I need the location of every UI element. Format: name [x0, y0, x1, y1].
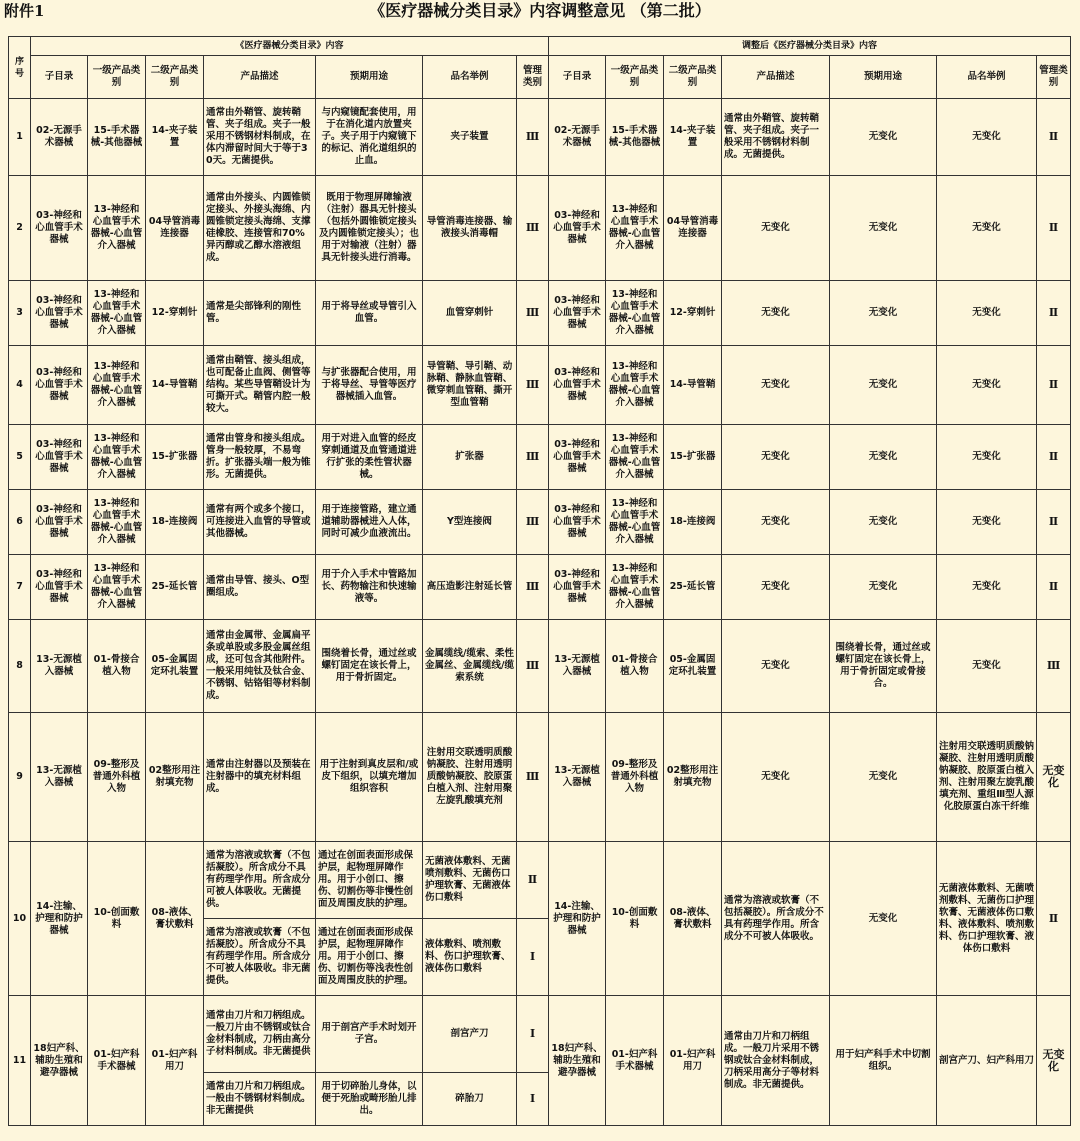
cell-original-level2-category: 01-妇产科用刀 [146, 996, 204, 1126]
cell-original-mgmt-class: Ⅲ [517, 713, 549, 842]
cell-original-description: 通常由金属带、金属扁平条或单股或多股金属丝组成，还可包含其他附件。一般采用纯钛及钛合金、不锈钢、钴铬钼等材料制成。 [204, 620, 316, 713]
cell-original-level1-category: 13-神经和心血管手术器械-心血管介入器械 [88, 490, 146, 555]
cell-adjusted-examples: 无变化 [937, 490, 1037, 555]
col-header-right-subdirectory: 子目录 [549, 56, 606, 99]
cell-adjusted-level2-category: 25-延长管 [664, 555, 722, 620]
cell-original-examples: 扩张器 [423, 425, 517, 490]
cell-original-description: 通常由管身和接头组成。管身一般较厚，不易弯折。扩张器头端一般为锥形。无菌提供。 [204, 425, 316, 490]
row-number: 5 [9, 425, 31, 490]
cell-original-examples: 无菌液体敷料、无菌喷剂敷料、无菌伤口护理软膏、无菌液体伤口敷料 [423, 842, 517, 919]
cell-original-description: 通常有两个或多个接口，可连接进入血管的导管或其他器械。 [204, 490, 316, 555]
cell-adjusted-examples: 无变化 [937, 555, 1037, 620]
cell-adjusted-description: 无变化 [722, 425, 830, 490]
cell-original-intended-use: 通过在创面表面形成保护层，起物理屏障作用。用于小创口、擦伤、切割伤等非慢性创面及周围皮肤的护理。 [316, 842, 423, 919]
cell-adjusted-subdirectory: 03-神经和心血管手术器械 [549, 555, 606, 620]
cell-adjusted-examples: 无菌液体敷料、无菌喷剂敷料、无菌伤口护理软膏、无菌液体伤口敷料、液体敷料、喷剂敷料、伤口护理软膏、液体伤口敷料 [937, 842, 1037, 996]
cell-adjusted-description: 无变化 [722, 176, 830, 281]
cell-original-examples: 金属缆线/缆索、柔性金属丝、金属缆线/缆索系统 [423, 620, 517, 713]
col-header-right-level1-category: 一级产品类别 [606, 56, 664, 99]
document-title: 《医疗器械分类目录》内容调整意见 （第二批） [369, 1, 711, 20]
cell-adjusted-examples: 无变化 [937, 281, 1037, 346]
cell-original-subdirectory: 03-神经和心血管手术器械 [31, 555, 88, 620]
cell-original-mgmt-class: Ⅱ [517, 842, 549, 919]
col-header-left-intended-use: 预期用途 [316, 56, 423, 99]
table-row [9, 281, 1071, 346]
cell-original-level1-category: 13-神经和心血管手术器械-心血管介入器械 [88, 281, 146, 346]
cell-adjusted-subdirectory: 03-神经和心血管手术器械 [549, 490, 606, 555]
cell-adjusted-mgmt-class: Ⅲ [1037, 620, 1071, 713]
cell-adjusted-level1-category: 13-神经和心血管手术器械-心血管介入器械 [606, 555, 664, 620]
col-header-right-examples: 品名举例 [937, 56, 1037, 99]
cell-adjusted-subdirectory: 02-无源手术器械 [549, 99, 606, 176]
cell-original-examples: 夹子装置 [423, 99, 517, 176]
cell-original-level2-category: 12-穿刺针 [146, 281, 204, 346]
cell-adjusted-description: 通常由刀片和刀柄组成。一般刀片采用不锈钢或钛合金材料制成，刀柄采用高分子等材料制成。非无菌提供。 [722, 996, 830, 1126]
cell-adjusted-subdirectory: 03-神经和心血管手术器械 [549, 346, 606, 425]
cell-original-mgmt-class: Ⅲ [517, 490, 549, 555]
cell-adjusted-subdirectory: 13-无源植入器械 [549, 713, 606, 842]
table-row [9, 176, 1071, 281]
cell-original-examples: 液体敷料、喷剂敷料、伤口护理软膏、液体伤口敷料 [423, 919, 517, 996]
cell-original-intended-use: 与内窥镜配套使用，用于在消化道内放置夹子。夹子用于内窥镜下的标记、消化道组织的止血。 [316, 99, 423, 176]
cell-original-level1-category: 15-手术器械-其他器械 [88, 99, 146, 176]
cell-original-description: 通常由外鞘管、旋转鞘管、夹子组成。夹子一般采用不锈钢材料制成，在体内滞留时间大于等于30天。无菌提供。 [204, 99, 316, 176]
cell-adjusted-examples: 无变化 [937, 99, 1037, 176]
cell-adjusted-level2-category: 05-金属固定环扎装置 [664, 620, 722, 713]
cell-original-intended-use: 用于介入手术中管路加长、药物输注和快速输液等。 [316, 555, 423, 620]
table-row [9, 346, 1071, 425]
cell-original-subdirectory: 03-神经和心血管手术器械 [31, 425, 88, 490]
cell-original-intended-use: 围绕着长骨，通过丝或螺钉固定在该长骨上，用于骨折固定。 [316, 620, 423, 713]
cell-adjusted-mgmt-class: 无变化 [1037, 713, 1071, 842]
cell-adjusted-examples: 无变化 [937, 346, 1037, 425]
cell-adjusted-intended-use: 用于妇产科手术中切割组织。 [830, 996, 937, 1126]
cell-original-subdirectory: 14-注输、护理和防护器械 [31, 842, 88, 996]
row-number: 9 [9, 713, 31, 842]
cell-adjusted-examples: 剖宫产刀、妇产科用刀 [937, 996, 1037, 1126]
cell-adjusted-subdirectory: 03-神经和心血管手术器械 [549, 176, 606, 281]
cell-original-examples: 血管穿刺针 [423, 281, 517, 346]
cell-adjusted-intended-use: 无变化 [830, 176, 937, 281]
cell-original-level2-category: 08-液体、膏状敷料 [146, 842, 204, 996]
cell-original-level2-category: 15-扩张器 [146, 425, 204, 490]
cell-original-intended-use: 用于对进入血管的经皮穿刺通道及血管通道进行扩张的柔性管状器械。 [316, 425, 423, 490]
cell-adjusted-level2-category: 01-妇产科用刀 [664, 996, 722, 1126]
cell-adjusted-intended-use: 无变化 [830, 842, 937, 996]
cell-adjusted-description: 无变化 [722, 281, 830, 346]
cell-adjusted-intended-use: 无变化 [830, 425, 937, 490]
cell-original-subdirectory: 03-神经和心血管手术器械 [31, 176, 88, 281]
cell-original-mgmt-class: Ⅰ [517, 996, 549, 1073]
cell-adjusted-mgmt-class: Ⅱ [1037, 346, 1071, 425]
cell-adjusted-mgmt-class: 无变化 [1037, 996, 1071, 1126]
cell-original-level2-category: 14-夹子装置 [146, 99, 204, 176]
cell-adjusted-intended-use: 围绕着长骨，通过丝或螺钉固定在该长骨上，用于骨折固定或骨接合。 [830, 620, 937, 713]
cell-original-examples: 注射用交联透明质酸钠凝胶、注射用透明质酸钠凝胶、胶原蛋白植入剂、注射用聚左旋乳酸填充剂 [423, 713, 517, 842]
cell-original-level1-category: 13-神经和心血管手术器械-心血管介入器械 [88, 346, 146, 425]
cell-original-description: 通常由刀片和刀柄组成。一般刀片由不锈钢或钛合金材料制成，刀柄由高分子材料制成。非无菌提供 [204, 996, 316, 1073]
col-index-header: 序号 [9, 37, 31, 99]
cell-original-subdirectory: 03-神经和心血管手术器械 [31, 346, 88, 425]
cell-adjusted-mgmt-class: Ⅱ [1037, 176, 1071, 281]
cell-adjusted-intended-use: 无变化 [830, 490, 937, 555]
table-row [9, 996, 1071, 1073]
cell-original-intended-use: 用于剖宫产手术时划开子宫。 [316, 996, 423, 1073]
attachment-label: 附件1 [4, 2, 45, 20]
row-number: 4 [9, 346, 31, 425]
cell-adjusted-level2-category: 14-导管鞘 [664, 346, 722, 425]
col-header-right-mgmt-class: 管理类别 [1037, 56, 1071, 99]
cell-original-level2-category: 05-金属固定环扎装置 [146, 620, 204, 713]
table-row [9, 490, 1071, 555]
cell-adjusted-subdirectory: 18妇产科、辅助生殖和避孕器械 [549, 996, 606, 1126]
row-number: 2 [9, 176, 31, 281]
cell-original-mgmt-class: Ⅲ [517, 620, 549, 713]
cell-original-subdirectory: 13-无源植入器械 [31, 713, 88, 842]
row-number: 8 [9, 620, 31, 713]
cell-original-mgmt-class: Ⅲ [517, 176, 549, 281]
cell-original-mgmt-class: Ⅲ [517, 425, 549, 490]
cell-adjusted-description: 无变化 [722, 555, 830, 620]
col-header-left-description: 产品描述 [204, 56, 316, 99]
cell-original-mgmt-class: Ⅲ [517, 281, 549, 346]
cell-adjusted-intended-use: 无变化 [830, 281, 937, 346]
cell-adjusted-level1-category: 01-妇产科手术器械 [606, 996, 664, 1126]
cell-adjusted-description: 无变化 [722, 620, 830, 713]
cell-original-intended-use: 通过在创面表面形成保护层，起物理屏障作用。用于小创口、擦伤、切割伤等浅表性创面及周围皮肤的护理。 [316, 919, 423, 996]
col-header-left-examples: 品名举例 [423, 56, 517, 99]
cell-adjusted-intended-use: 无变化 [830, 555, 937, 620]
cell-adjusted-level1-category: 13-神经和心血管手术器械-心血管介入器械 [606, 490, 664, 555]
row-number: 6 [9, 490, 31, 555]
cell-adjusted-mgmt-class: Ⅱ [1037, 281, 1071, 346]
cell-original-level1-category: 01-妇产科手术器械 [88, 996, 146, 1126]
col-header-left-level1-category: 一级产品类别 [88, 56, 146, 99]
cell-original-level1-category: 10-创面敷料 [88, 842, 146, 996]
cell-original-subdirectory: 03-神经和心血管手术器械 [31, 281, 88, 346]
cell-adjusted-subdirectory: 03-神经和心血管手术器械 [549, 281, 606, 346]
cell-original-description: 通常由刀片和刀柄组成。一般由不锈钢材料制成。非无菌提供 [204, 1073, 316, 1126]
cell-original-subdirectory: 03-神经和心血管手术器械 [31, 490, 88, 555]
cell-original-description: 通常为溶液或软膏（不包括凝胶）。所含成分不具有药理学作用。所含成分不可被人体吸收。非无菌提供。 [204, 919, 316, 996]
cell-original-level2-category: 02整形用注射填充物 [146, 713, 204, 842]
cell-adjusted-level2-category: 15-扩张器 [664, 425, 722, 490]
col-header-left-level2-category: 二级产品类别 [146, 56, 204, 99]
cell-adjusted-description: 无变化 [722, 713, 830, 842]
cell-original-level1-category: 09-整形及普通外科植入物 [88, 713, 146, 842]
col-header-left-mgmt-class: 管理类别 [517, 56, 549, 99]
col-header-left-subdirectory: 子目录 [31, 56, 88, 99]
cell-adjusted-level1-category: 13-神经和心血管手术器械-心血管介入器械 [606, 176, 664, 281]
cell-original-examples: 剖宫产刀 [423, 996, 517, 1073]
cell-original-mgmt-class: Ⅲ [517, 99, 549, 176]
table-row [9, 99, 1071, 176]
document-header [0, 0, 1080, 22]
cell-original-intended-use: 用于将导丝或导管引入血管。 [316, 281, 423, 346]
cell-adjusted-level1-category: 13-神经和心血管手术器械-心血管介入器械 [606, 425, 664, 490]
cell-original-level1-category: 13-神经和心血管手术器械-心血管介入器械 [88, 555, 146, 620]
cell-adjusted-level2-category: 02整形用注射填充物 [664, 713, 722, 842]
cell-adjusted-level1-category: 13-神经和心血管手术器械-心血管介入器械 [606, 281, 664, 346]
cell-original-examples: Y型连接阀 [423, 490, 517, 555]
cell-adjusted-examples: 无变化 [937, 176, 1037, 281]
cell-original-level1-category: 01-骨接合植入物 [88, 620, 146, 713]
cell-original-subdirectory: 18妇产科、辅助生殖和避孕器械 [31, 996, 88, 1126]
cell-original-intended-use: 与扩张器配合使用，用于将导丝、导管等医疗器械插入血管。 [316, 346, 423, 425]
cell-adjusted-level1-category: 01-骨接合植入物 [606, 620, 664, 713]
cell-adjusted-level2-category: 08-液体、膏状敷料 [664, 842, 722, 996]
cell-adjusted-examples: 注射用交联透明质酸钠凝胶、注射用透明质酸钠凝胶、胶原蛋白植入剂、注射用聚左旋乳酸填充剂、重组Ⅲ型人源化胶原蛋白冻干纤维 [937, 713, 1037, 842]
cell-adjusted-level2-category: 04导管消毒连接器 [664, 176, 722, 281]
cell-adjusted-level1-category: 15-手术器械-其他器械 [606, 99, 664, 176]
row-number: 3 [9, 281, 31, 346]
cell-adjusted-description: 无变化 [722, 346, 830, 425]
cell-adjusted-intended-use: 无变化 [830, 99, 937, 176]
cell-adjusted-description: 无变化 [722, 490, 830, 555]
cell-adjusted-level2-category: 18-连接阀 [664, 490, 722, 555]
cell-adjusted-subdirectory: 03-神经和心血管手术器械 [549, 425, 606, 490]
cell-original-level2-category: 25-延长管 [146, 555, 204, 620]
cell-original-intended-use: 用于注射到真皮层和/或皮下组织，以填充增加组织容积 [316, 713, 423, 842]
cell-adjusted-level2-category: 14-夹子装置 [664, 99, 722, 176]
cell-original-level1-category: 13-神经和心血管手术器械-心血管介入器械 [88, 176, 146, 281]
cell-original-intended-use: 用于切碎胎儿身体，以便于死胎或畸形胎儿排出。 [316, 1073, 423, 1126]
table-row [9, 842, 1071, 919]
cell-original-mgmt-class: Ⅲ [517, 555, 549, 620]
cell-original-description: 通常为溶液或软膏（不包括凝胶）。所含成分不具有药理学作用。所含成分可被人体吸收。无菌提供。 [204, 842, 316, 919]
classification-table [8, 36, 1071, 1126]
cell-adjusted-mgmt-class: Ⅱ [1037, 555, 1071, 620]
cell-original-examples: 导管鞘、导引鞘、动脉鞘、静脉血管鞘、微穿刺血管鞘、撕开型血管鞘 [423, 346, 517, 425]
cell-adjusted-intended-use: 无变化 [830, 346, 937, 425]
cell-original-intended-use: 既用于物理屏障输液（注射）器具无针接头（包括外圆锥锁定接头及内圆锥锁定接头）；也用于对输液（注射）器具无针接头进行消毒。 [316, 176, 423, 281]
cell-original-mgmt-class: Ⅰ [517, 919, 549, 996]
cell-original-description: 通常由注射器以及预装在注射器中的填充材料组成。 [204, 713, 316, 842]
cell-adjusted-description: 通常由外鞘管、旋转鞘管、夹子组成。夹子一般采用不锈钢材料制成。无菌提供。 [722, 99, 830, 176]
cell-adjusted-level1-category: 10-创面敷料 [606, 842, 664, 996]
cell-adjusted-intended-use: 无变化 [830, 713, 937, 842]
cell-original-description: 通常由外接头、内圆锥锁定接头、外接头海绵、内圆锥锁定接头海绵、支撑硅橡胶、连接管和70%异丙醇或乙醇水溶液组成。 [204, 176, 316, 281]
cell-adjusted-level2-category: 12-穿刺针 [664, 281, 722, 346]
cell-original-level2-category: 04导管消毒连接器 [146, 176, 204, 281]
row-number: 7 [9, 555, 31, 620]
cell-original-intended-use: 用于连接管路，建立通道辅助器械进入人体，同时可减少血液流出。 [316, 490, 423, 555]
cell-original-mgmt-class: Ⅲ [517, 346, 549, 425]
cell-original-examples: 碎胎刀 [423, 1073, 517, 1126]
cell-adjusted-examples: 无变化 [937, 425, 1037, 490]
cell-adjusted-mgmt-class: Ⅱ [1037, 490, 1071, 555]
cell-original-description: 通常是尖部锋利的刚性管。 [204, 281, 316, 346]
cell-original-level2-category: 14-导管鞘 [146, 346, 204, 425]
cell-adjusted-subdirectory: 13-无源植入器械 [549, 620, 606, 713]
cell-original-description: 通常由鞘管、接头组成，也可配备止血阀、侧管等结构。某些导管鞘设计为可撕开式。鞘管内腔一般较大。 [204, 346, 316, 425]
group-header-original: 《医疗器械分类目录》内容 [31, 37, 549, 56]
col-header-right-description: 产品描述 [722, 56, 830, 99]
cell-adjusted-mgmt-class: Ⅱ [1037, 842, 1071, 996]
cell-original-subdirectory: 02-无源手术器械 [31, 99, 88, 176]
table-row [9, 620, 1071, 713]
cell-original-examples: 导管消毒连接器、输液接头消毒帽 [423, 176, 517, 281]
table-row [9, 713, 1071, 842]
cell-original-level2-category: 18-连接阀 [146, 490, 204, 555]
table-row [9, 425, 1071, 490]
cell-adjusted-mgmt-class: Ⅱ [1037, 425, 1071, 490]
cell-adjusted-subdirectory: 14-注输、护理和防护器械 [549, 842, 606, 996]
cell-original-description: 通常由导管、接头、O型圈组成。 [204, 555, 316, 620]
col-header-right-level2-category: 二级产品类别 [664, 56, 722, 99]
cell-original-examples: 高压造影注射延长管 [423, 555, 517, 620]
group-header-adjusted: 调整后《医疗器械分类目录》内容 [549, 37, 1071, 56]
row-number: 10 [9, 842, 31, 996]
cell-adjusted-examples: 无变化 [937, 620, 1037, 713]
cell-original-level1-category: 13-神经和心血管手术器械-心血管介入器械 [88, 425, 146, 490]
col-header-right-intended-use: 预期用途 [830, 56, 937, 99]
cell-adjusted-level1-category: 09-整形及普通外科植入物 [606, 713, 664, 842]
cell-adjusted-level1-category: 13-神经和心血管手术器械-心血管介入器械 [606, 346, 664, 425]
cell-original-mgmt-class: Ⅰ [517, 1073, 549, 1126]
table-row [9, 555, 1071, 620]
cell-adjusted-description: 通常为溶液或软膏（不包括凝胶）。所含成分不具有药理学作用。所含成分不可被人体吸收。 [722, 842, 830, 996]
row-number: 1 [9, 99, 31, 176]
row-number: 11 [9, 996, 31, 1126]
cell-original-subdirectory: 13-无源植入器械 [31, 620, 88, 713]
cell-adjusted-mgmt-class: Ⅱ [1037, 99, 1071, 176]
